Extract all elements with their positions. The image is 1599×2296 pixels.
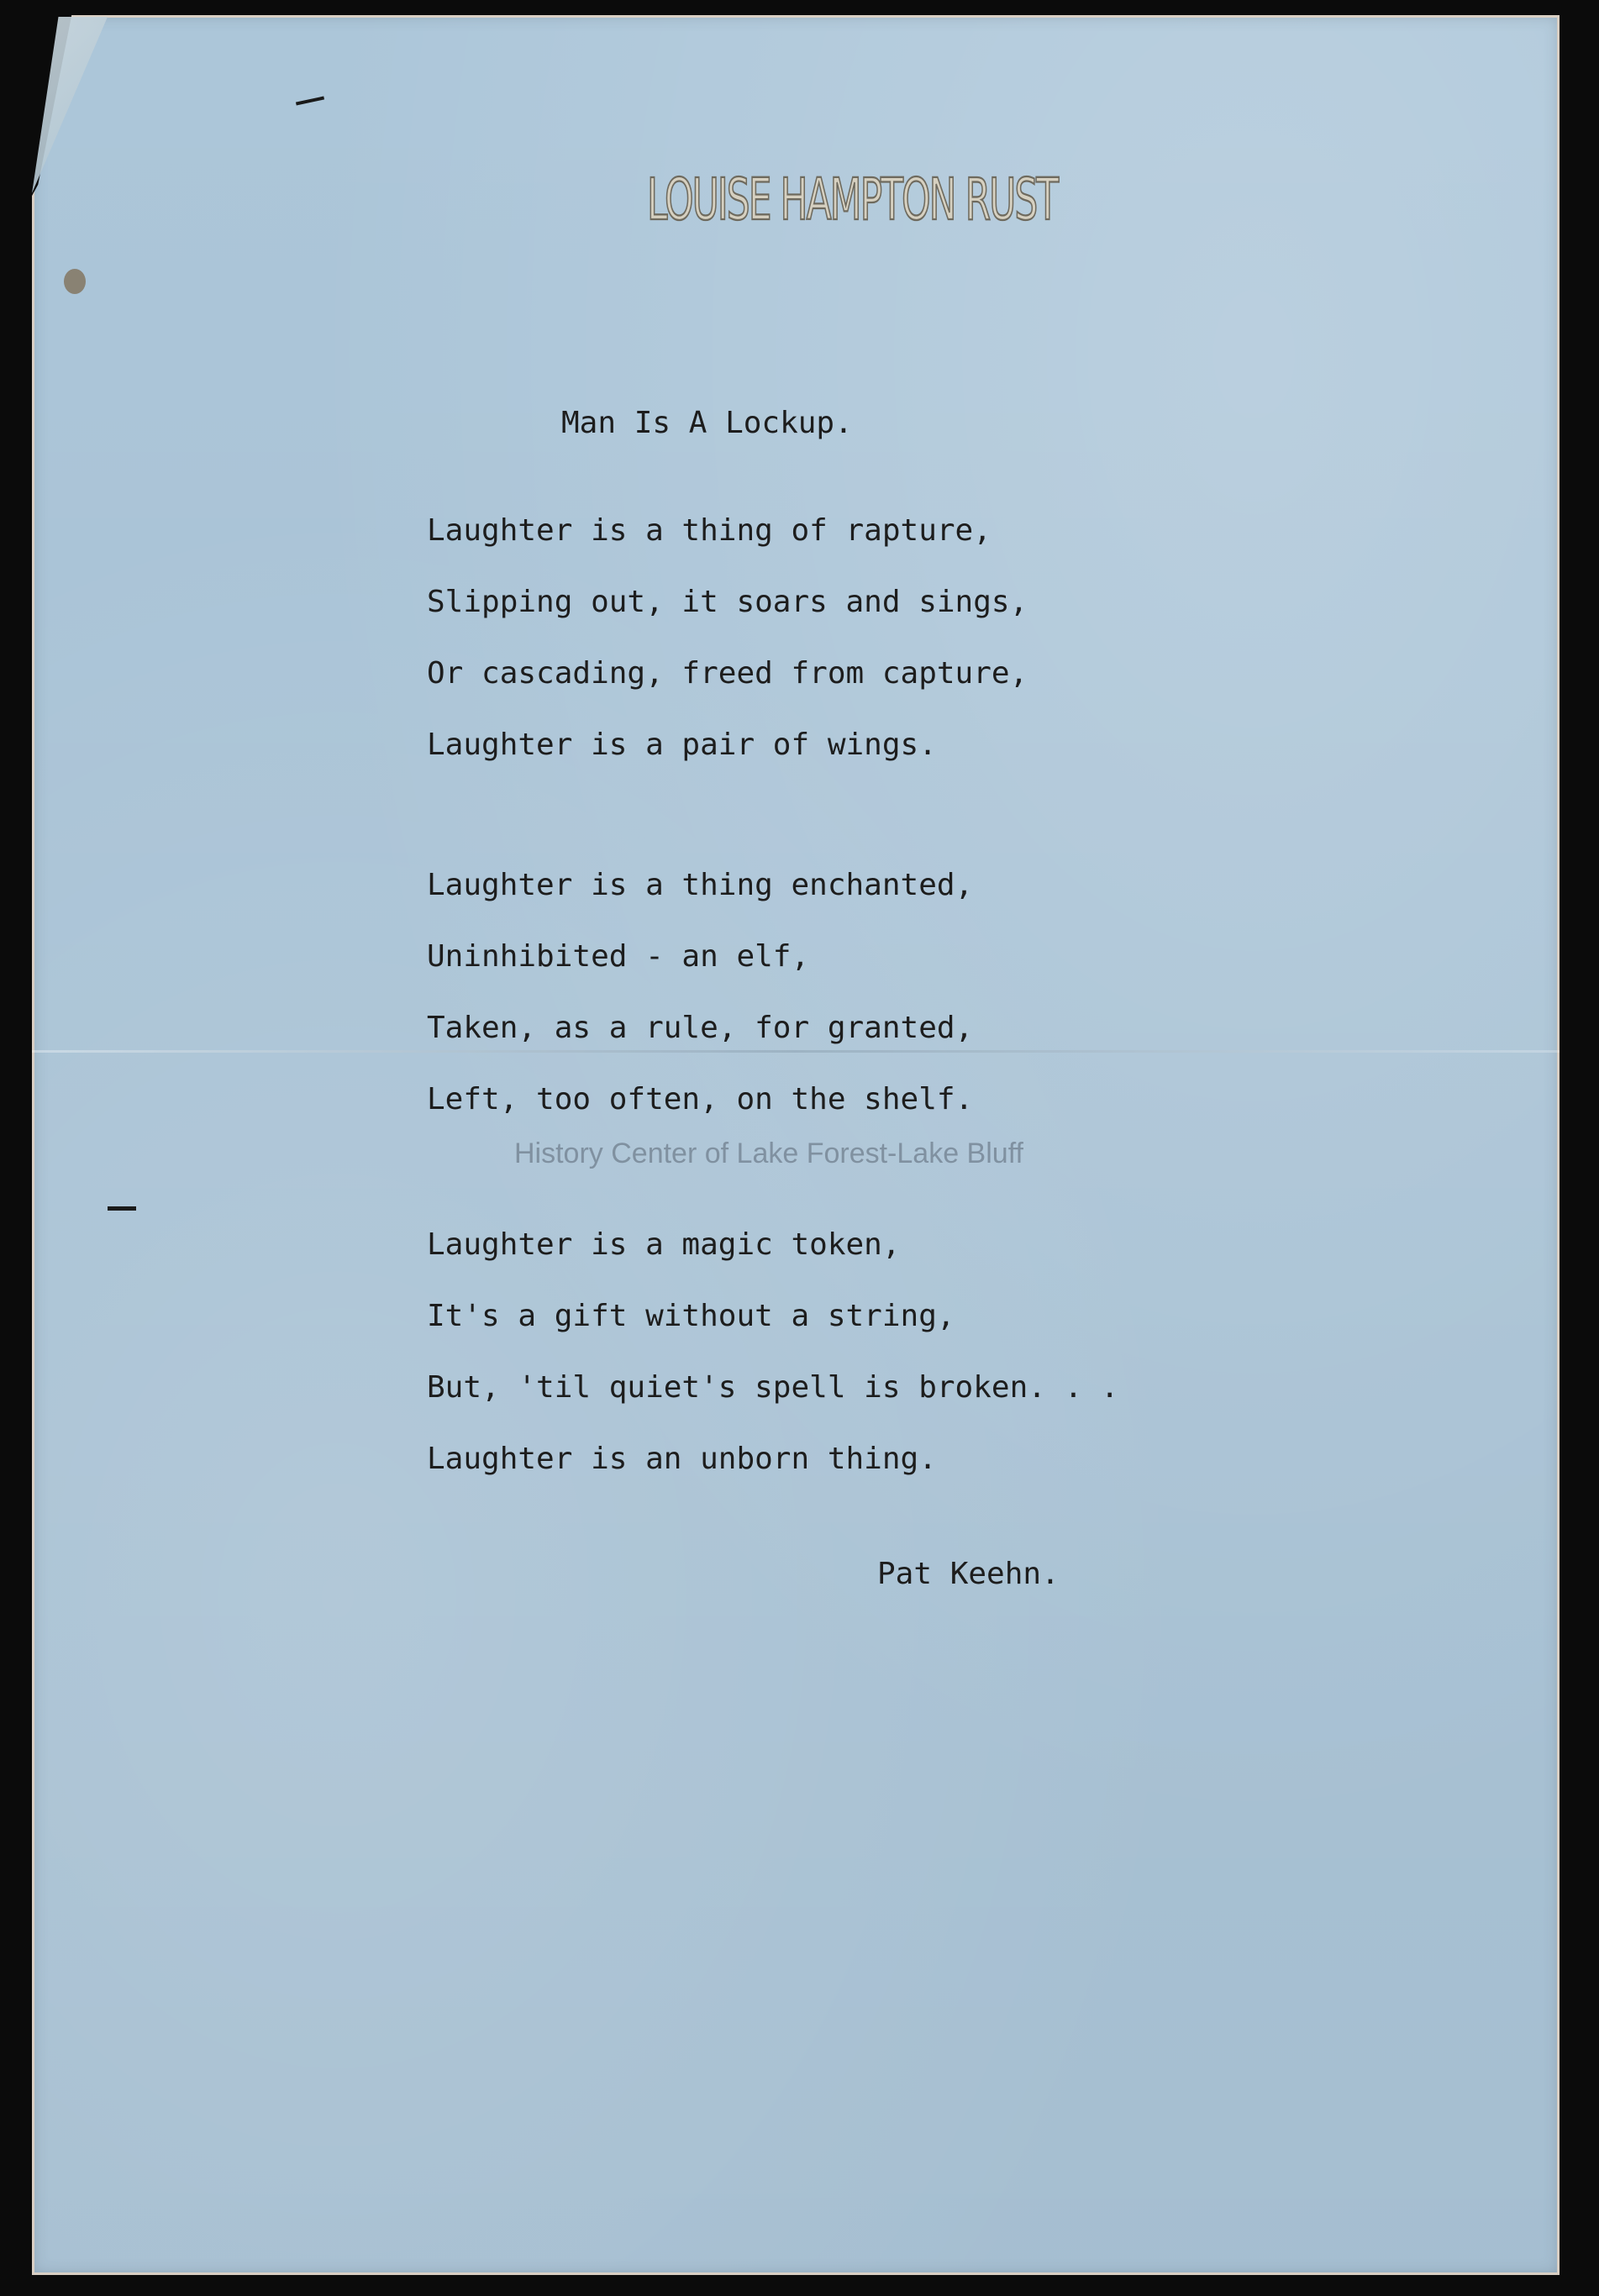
fold-crease xyxy=(32,1050,1560,1053)
poem-line: Slipping out, it soars and sings, xyxy=(427,585,1028,619)
poem-title: Man Is A Lockup. xyxy=(561,406,853,440)
poem-line: Or cascading, freed from capture, xyxy=(427,656,1028,691)
stain-spot xyxy=(64,269,86,294)
poem-line: Laughter is an unborn thing. xyxy=(427,1442,937,1476)
poem-line: Laughter is a thing of rapture, xyxy=(427,513,991,548)
ink-mark-left-middle xyxy=(108,1206,136,1211)
poem-line: Laughter is a pair of wings. xyxy=(427,728,937,762)
watermark: History Center of Lake Forest-Lake Bluff xyxy=(514,1137,1023,1169)
poem-line: Uninhibited - an elf, xyxy=(427,939,810,974)
poem-line: It's a gift without a string, xyxy=(427,1299,955,1333)
poem-line: Taken, as a rule, for granted, xyxy=(427,1011,974,1045)
author-signature: Pat Keehn. xyxy=(877,1557,1060,1591)
poem-line: Laughter is a thing enchanted, xyxy=(427,868,974,902)
letterhead: LOUISE HAMPTON RUST xyxy=(647,166,1058,234)
poem-line: Left, too often, on the shelf. xyxy=(427,1082,974,1116)
poem-line: But, 'til quiet's spell is broken. . . xyxy=(427,1370,1119,1405)
poem-line: Laughter is a magic token, xyxy=(427,1227,901,1262)
